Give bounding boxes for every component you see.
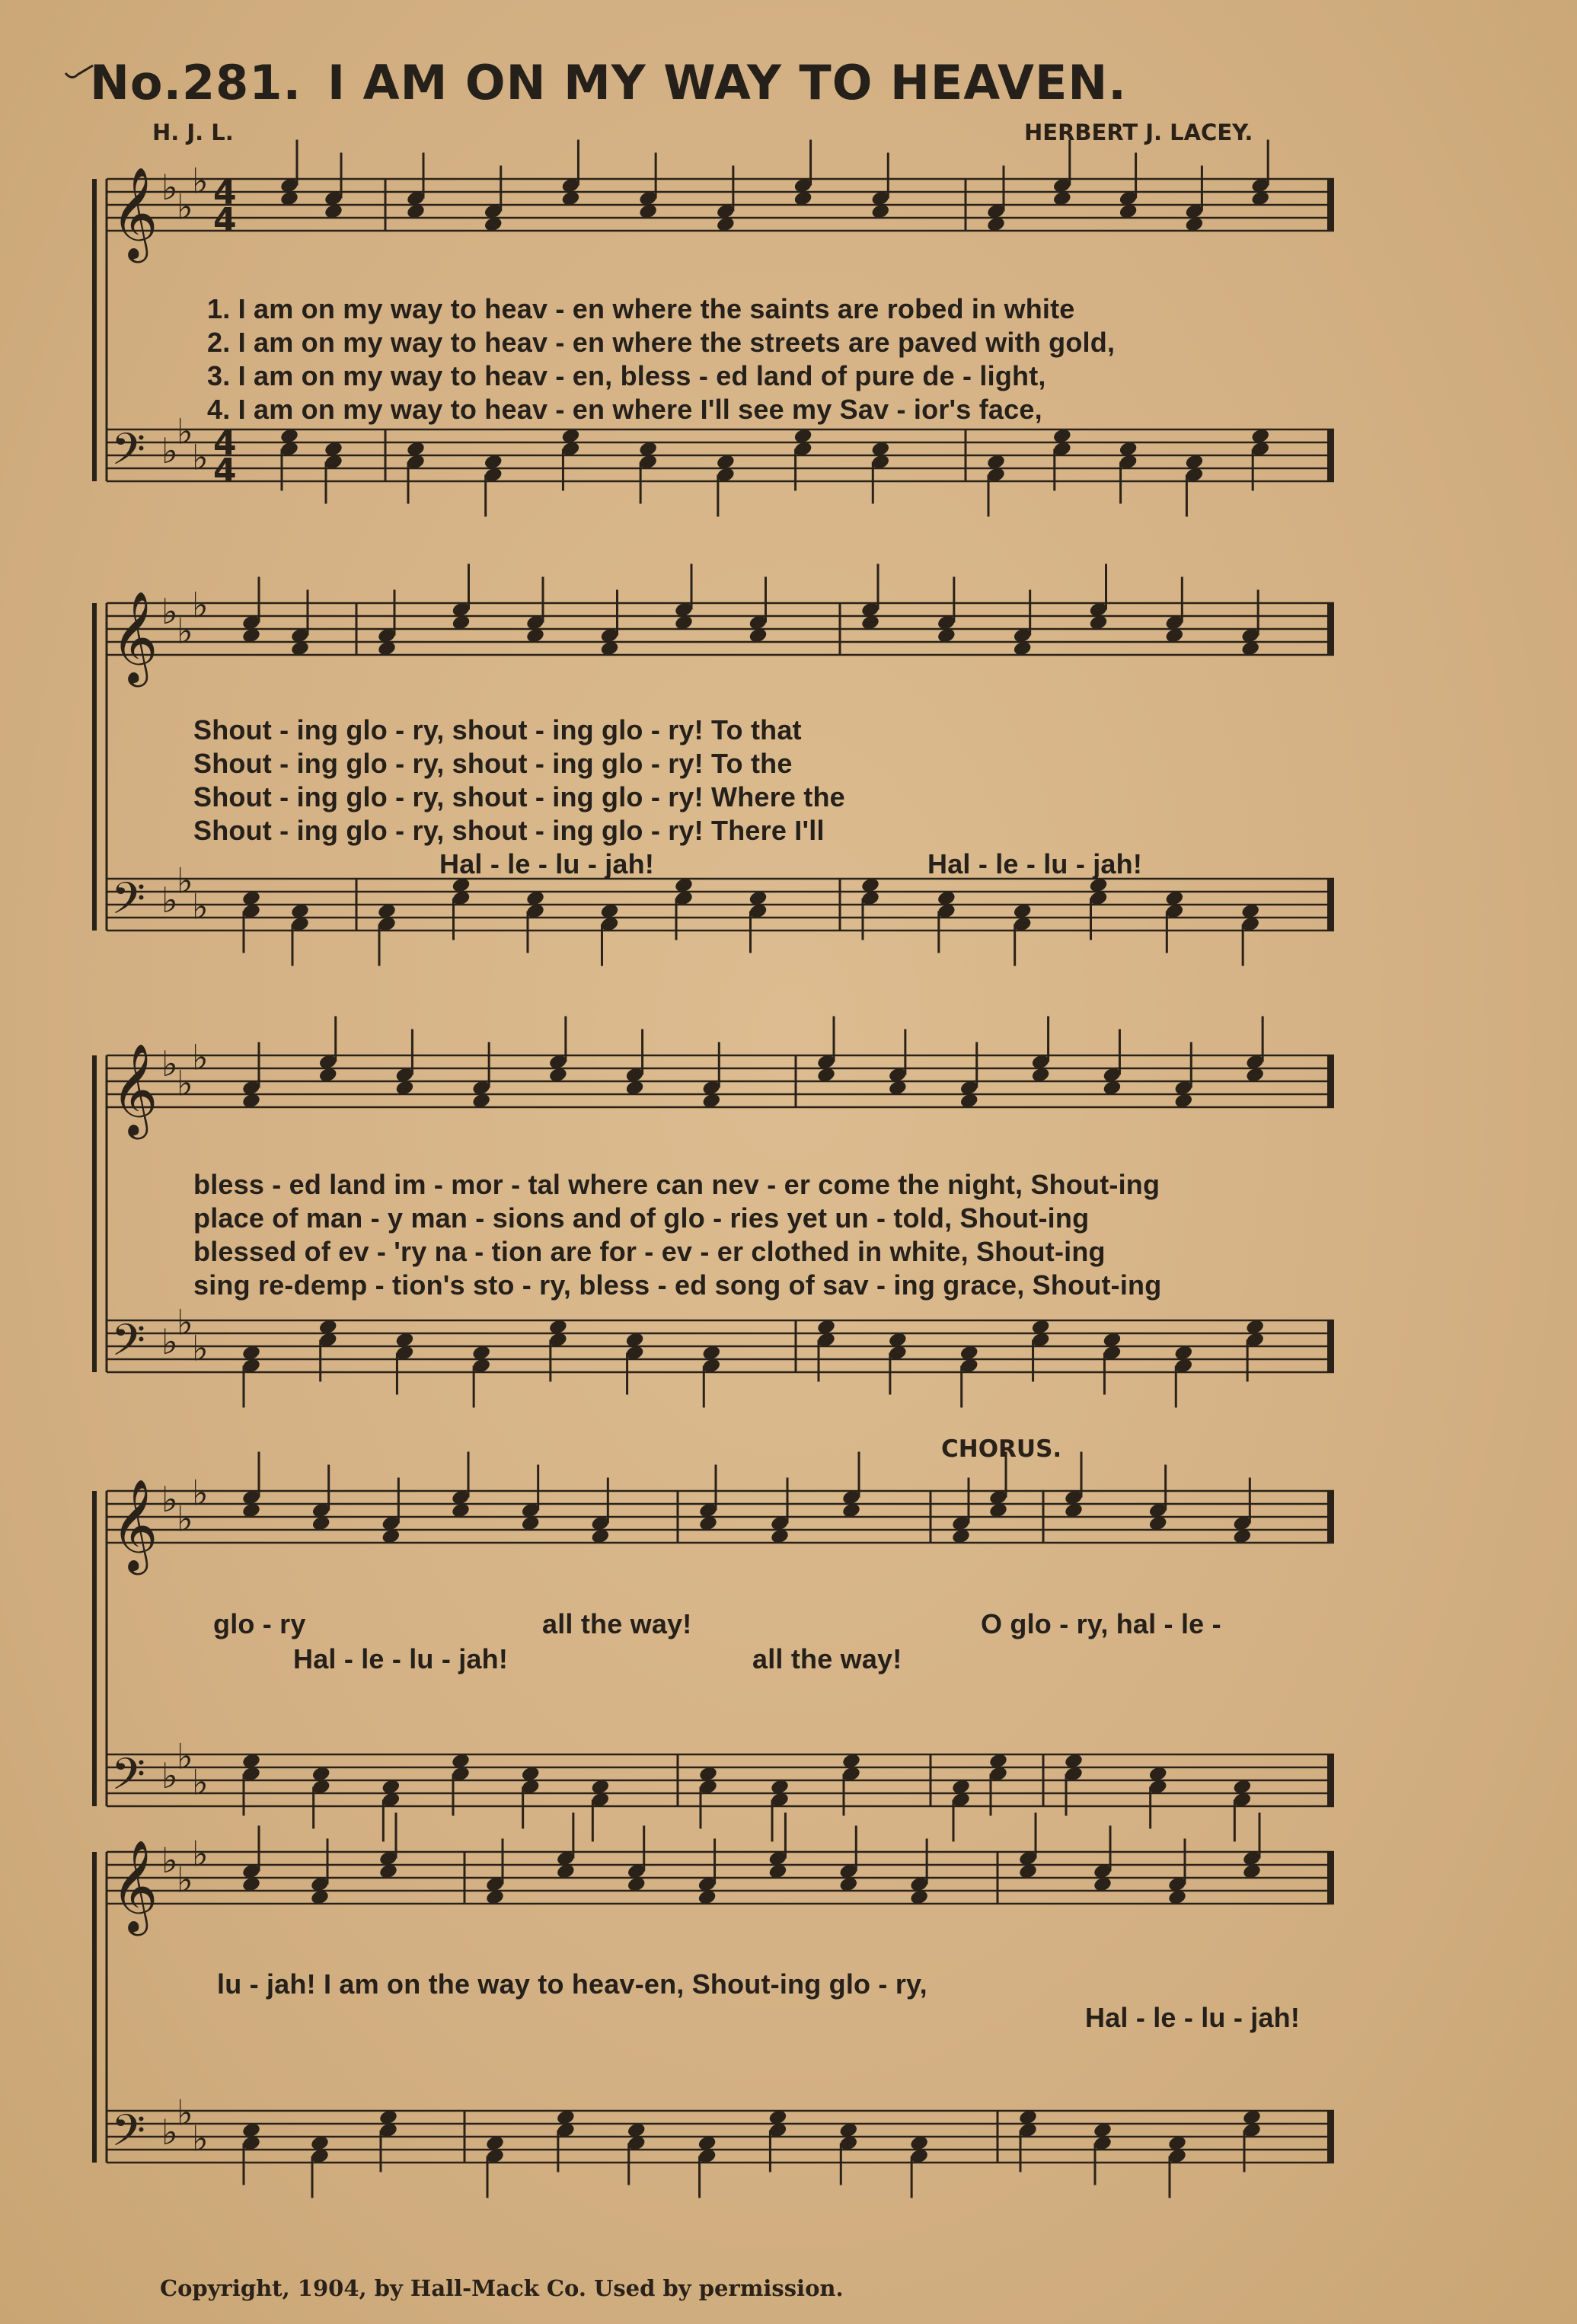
treble-clef: 𝄞 [111,1042,158,1135]
flat-sign: ♭ [161,879,178,921]
line-5-alto: Hal - le - lu - jah! [1085,2002,1301,2033]
flat-sign: ♭ [192,2118,209,2160]
stanza-3-line-1: 3. I am on my way to heav - en, bless - ed land of pure de - light, [207,360,1046,391]
stanza-2-line-1: 2. I am on my way to heav - en where the streets are paved with gold, [207,327,1116,358]
flat-sign: ♭ [192,886,209,927]
treble-clef: 𝄞 [111,1839,158,1932]
time-signature-top: 4 [213,174,237,212]
flat-sign: ♭ [161,1755,178,1797]
line-4-text-b: all the way! [542,1608,692,1639]
end-barline [1327,1055,1334,1107]
flat-sign: ♭ [161,1479,178,1521]
end-barline [1327,2111,1334,2163]
stanza-4-line-1: 4. I am on my way to heav - en where I'll see my Sav - ior's face, [207,394,1042,425]
treble-clef: 𝄞 [111,590,158,683]
flat-sign: ♭ [192,1036,209,1078]
end-barline [1327,1754,1334,1806]
copyright-notice: Copyright, 1904, by Hall-Mack Co. Used by permission. [160,2275,844,2301]
stanza-1-line-3: bless - ed land im - mor - tal where can nev - er come the night, Shout-ing [193,1169,1160,1200]
end-barline [1327,1852,1334,1904]
flat-sign: ♭ [161,1043,178,1085]
stanza-1-line-2: Shout - ing glo - ry, shout - ing glo - ry! To that [193,714,802,745]
stanza-2-line-2: Shout - ing glo - ry, shout - ing glo - ry! To the [193,748,793,779]
alto-hallelujah-1: Hal - le - lu - jah! [439,848,655,879]
end-barline [1327,603,1334,655]
flat-sign: ♭ [177,610,193,652]
flat-sign: ♭ [177,1062,193,1104]
flat-sign: ♭ [192,436,209,478]
bass-clef: 𝄢 [111,873,146,935]
flat-sign: ♭ [177,860,193,902]
bass-clef: 𝄢 [111,1748,146,1811]
bass-clef: 𝄢 [111,2105,146,2167]
line-4-alto-a: Hal - le - lu - jah! [293,1643,509,1674]
line-4-text-a: glo - ry [213,1608,306,1639]
chorus-label: CHORUS. [941,1435,1062,1463]
alto-hallelujah-2: Hal - le - lu - jah! [927,848,1143,879]
flat-sign: ♭ [161,1840,178,1882]
flat-sign: ♭ [177,410,193,452]
bass-clef: 𝄢 [111,1314,146,1377]
flat-sign: ♭ [161,591,178,633]
bass-clef: 𝄢 [111,423,146,486]
time-signature-top: 4 [213,424,237,463]
flat-sign: ♭ [192,1761,209,1803]
composer-credit: HERBERT J. LACEY. [1024,120,1253,145]
stanza-4-line-2: Shout - ing glo - ry, shout - ing glo - ry! There I'll [193,815,825,846]
words-credit: H. J. L. [152,120,234,145]
line-4-alto-b: all the way! [752,1643,902,1674]
line-4-text-c: O glo - ry, hal - le - [981,1608,1221,1639]
flat-sign: ♭ [161,430,178,472]
end-barline [1327,879,1334,931]
treble-clef: 𝄞 [111,1478,158,1571]
hymn-title-text: I AM ON MY WAY TO HEAVEN. [327,55,1127,110]
flat-sign: ♭ [177,186,193,228]
flat-sign: ♭ [177,1859,193,1901]
pencil-tick-mark [65,65,93,78]
flat-sign: ♭ [177,2092,193,2134]
flat-sign: ♭ [192,1472,209,1514]
end-barline [1327,429,1334,481]
time-signature-bottom: 4 [213,452,237,490]
stanza-3-line-3: blessed of ev - 'ry na - tion are for - ev - er clothed in white, Shout-ing [193,1236,1106,1267]
stanza-3-line-2: Shout - ing glo - ry, shout - ing glo - ry! Where the [193,781,845,812]
end-barline [1327,1320,1334,1372]
end-barline [1327,179,1334,231]
line-5-text: lu - jah! I am on the way to heav-en, Shout-ing glo - ry, [217,1968,927,2000]
flat-sign: ♭ [192,584,209,626]
stanza-1-line-1: 1. I am on my way to heav - en where the saints are robed in white [207,293,1075,324]
flat-sign: ♭ [161,1321,178,1363]
flat-sign: ♭ [177,1301,193,1343]
flat-sign: ♭ [177,1498,193,1540]
flat-sign: ♭ [192,1833,209,1875]
treble-clef: 𝄞 [111,166,158,259]
stanza-4-line-3: sing re-demp - tion's sto - ry, bless - ed song of sav - ing grace, Shout-ing [193,1269,1162,1301]
flat-sign: ♭ [192,160,209,202]
flat-sign: ♭ [161,167,178,209]
time-signature-bottom: 4 [213,201,237,240]
flat-sign: ♭ [192,1327,209,1369]
flat-sign: ♭ [177,1735,193,1777]
hymn-number: No.281. [90,55,302,110]
stanza-2-line-3: place of man - y man - sions and of glo - ries yet un - told, Shout-ing [193,1202,1090,1234]
flat-sign: ♭ [161,2112,178,2153]
end-barline [1327,1491,1334,1543]
